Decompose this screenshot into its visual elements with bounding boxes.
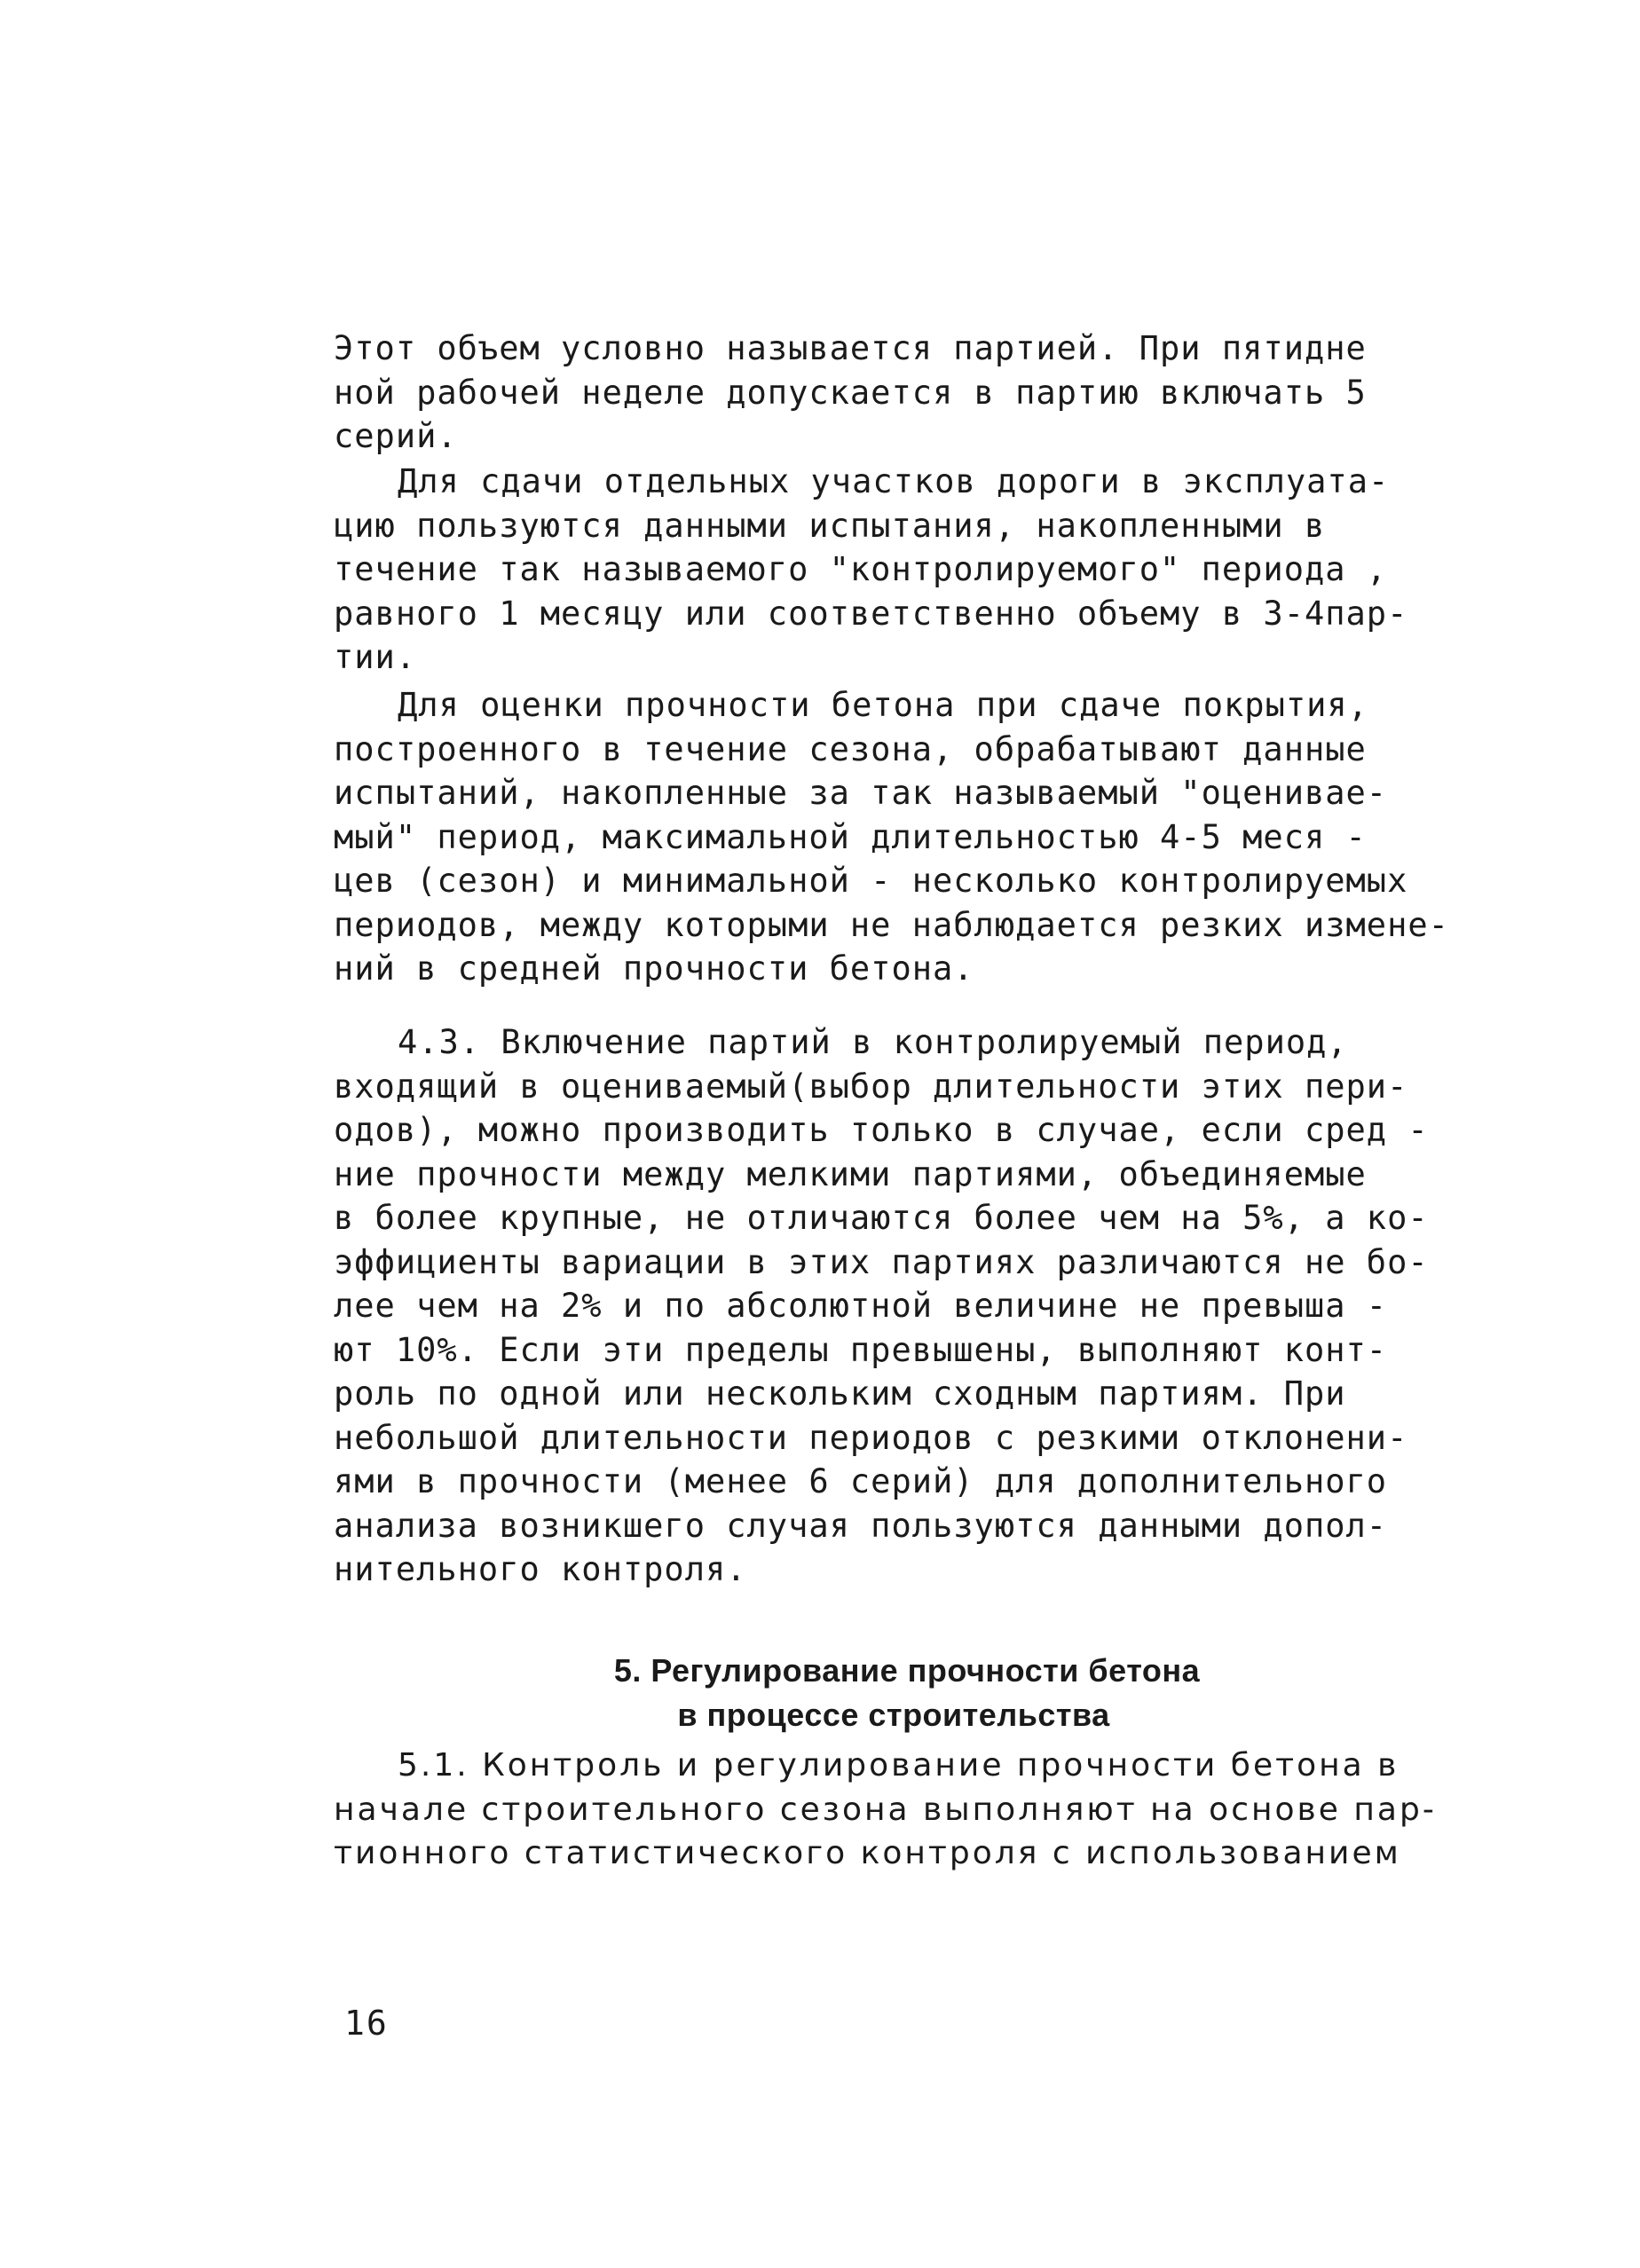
text-line: входящий в оцениваемый(выбор длительности этих пери- — [334, 1067, 1408, 1106]
section-4-3 — [334, 1020, 1454, 1592]
text-line: Для оценки прочности бетона при сдаче покрытия, — [398, 686, 1368, 724]
paragraph-text — [334, 327, 1454, 459]
section-heading — [334, 1649, 1454, 1737]
text-line: роль по одной или нескольким сходным партиям. При — [334, 1374, 1346, 1413]
text-line: в более крупные, не отличаются более чем на 5%, а ко- — [334, 1199, 1429, 1237]
text-line: ями в прочности (менее 6 серий) для дополнительного — [334, 1462, 1388, 1500]
text-line: лее чем на 2% и по абсолютной величине не превыша - — [334, 1287, 1388, 1325]
paragraph-text — [334, 1744, 1454, 1876]
text-line: Этот объем условно называется партией. При пятидне — [334, 329, 1367, 367]
section-5-1 — [334, 1744, 1454, 1876]
page-number: 16 — [344, 2004, 389, 2043]
text-line: тионного статистического контроля с использованием — [334, 1835, 1401, 1871]
text-line: мый" период, максимальной длительностью 4-5 меся - — [334, 817, 1367, 856]
text-line: периодов, между которыми не наблюдается резких измене- — [334, 905, 1449, 944]
paragraph-text — [334, 683, 1454, 991]
paragraph-text — [334, 1020, 1454, 1592]
text-line: Для сдачи отдельных участков дороги в эксплуата- — [398, 462, 1390, 500]
text-line: ной рабочей неделе допускается в партию включать 5 — [334, 373, 1367, 412]
text-line: течение так называемого "контролируемого" периода , — [334, 550, 1388, 588]
heading-line: в процессе строительства — [677, 1697, 1110, 1733]
text-line: цев (сезон) и минимальной - несколько контролируемых — [334, 862, 1408, 900]
text-line: построенного в течение сезона, обрабатывают данные — [334, 729, 1367, 768]
text-line: ние прочности между мелкими партиями, объединяемые — [334, 1154, 1367, 1193]
text-line: анализа возникшего случая пользуются данными допол- — [334, 1506, 1388, 1545]
text-line: равного 1 месяцу или соответственно объему в 3-4пар- — [334, 594, 1408, 633]
text-line: цию пользуются данными испытания, накопленными в — [334, 506, 1326, 545]
text-line: ют 10%. Если эти пределы превышены, выполняют конт- — [334, 1330, 1388, 1369]
paragraph — [334, 683, 1454, 991]
text-line: тии. — [334, 638, 417, 676]
paragraph-text — [334, 460, 1454, 680]
text-line: испытаний, накопленные за так называемый "оценивае- — [334, 774, 1388, 812]
text-line: эффициенты вариации в этих партиях различаются не бо- — [334, 1242, 1429, 1281]
text-line: начале строительного сезона выполняют на основе пар- — [334, 1791, 1437, 1828]
paragraph — [334, 460, 1454, 680]
paragraph — [334, 327, 1454, 459]
text-line: нительного контроля. — [334, 1550, 747, 1588]
text-line: серий. — [334, 417, 458, 455]
heading-line: 5. Регулирование прочности бетона — [613, 1652, 1201, 1689]
text-line: одов), можно производить только в случае, если сред - — [334, 1111, 1429, 1149]
text-line: небольшой длительности периодов с резкими отклонени- — [334, 1418, 1408, 1457]
text-line: ний в средней прочности бетона. — [334, 949, 974, 988]
text-line: 4.3. Включение партий в контролируемый период, — [398, 1023, 1348, 1061]
text-line: 5.1. Контроль и регулирование прочности бетона в — [398, 1747, 1400, 1784]
